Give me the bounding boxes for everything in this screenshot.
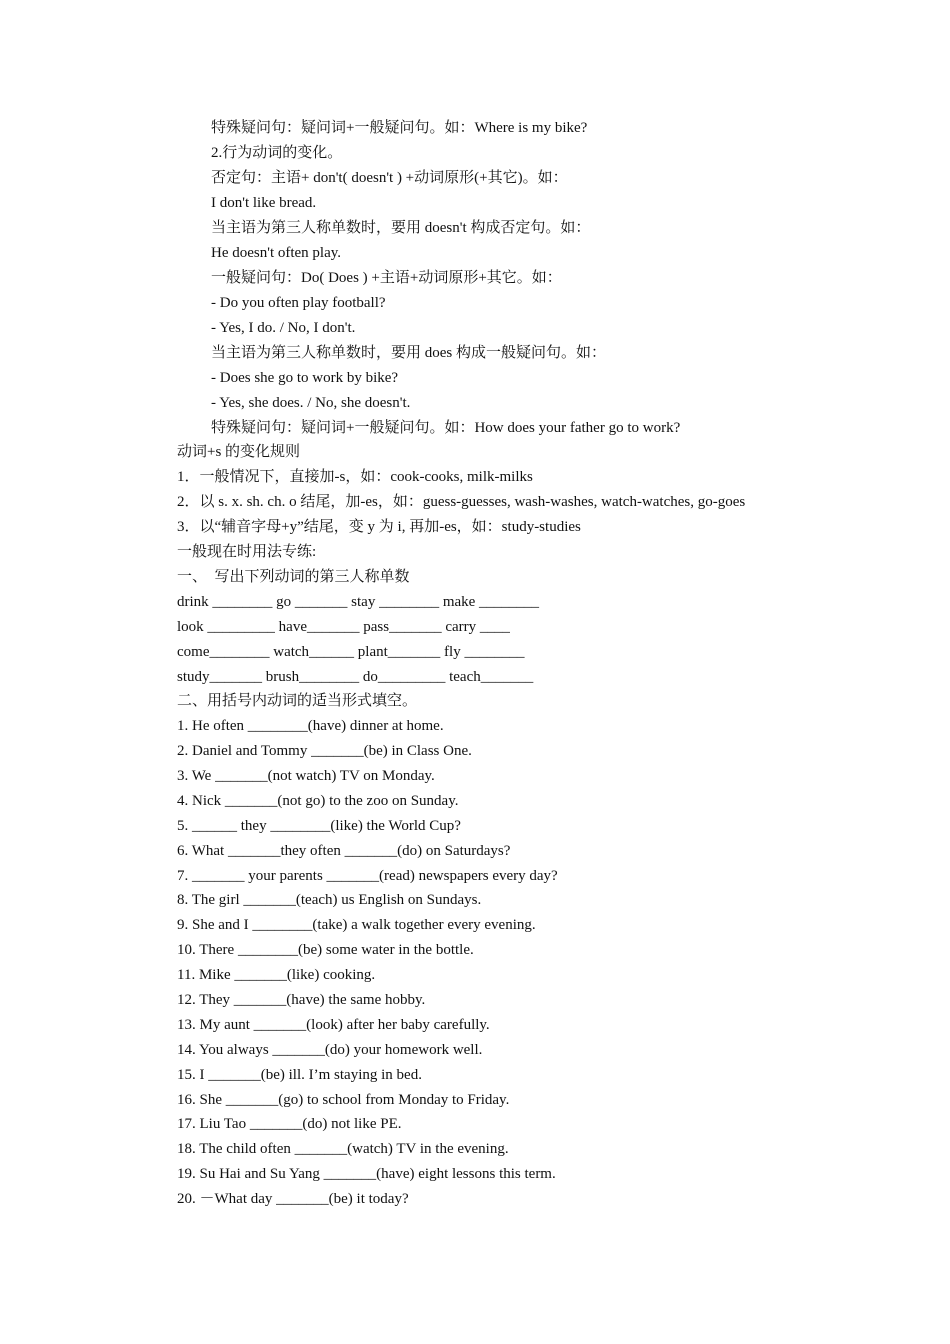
note-line: 当主语为第三人称单数时，要用 does 构成一般疑问句。如： — [211, 345, 606, 361]
exercise-item: 20. －What day _______(be) it today? — [177, 1191, 409, 1207]
exercise-item: 13. My aunt _______(look) after her baby carefully. — [177, 1017, 490, 1033]
note-line: 否定句：主语+ don't( doesn't ) +动词原形(+其它)。如： — [211, 170, 568, 186]
exercise-item: 4. Nick _______(not go) to the zoo on Sunday. — [177, 793, 459, 809]
exercise-item: 17. Liu Tao _______(do) not like PE. — [177, 1116, 402, 1132]
rules-title: 动词+s 的变化规则 — [177, 444, 301, 460]
exercise-item: 16. She _______(go) to school from Monday to Friday. — [177, 1092, 510, 1108]
rule-line: 2．以 s. x. sh. ch. o 结尾，加-es，如：guess-guesses, wash-washes, watch-watches, go-goes — [177, 494, 746, 510]
exercise-item: 9. She and I ________(take) a walk together every evening. — [177, 917, 536, 933]
exercise-item: 19. Su Hai and Su Yang _______(have) eight lessons this term. — [177, 1166, 556, 1182]
exercise-item: 8. The girl _______(teach) us English on Sundays. — [177, 892, 482, 908]
note-line: 一般疑问句：Do( Does ) +主语+动词原形+其它。如： — [211, 270, 562, 286]
note-line: 特殊疑问句：疑问词+一般疑问句。如：Where is my bike? — [211, 120, 588, 136]
exercise-item: 3. We _______(not watch) TV on Monday. — [177, 768, 435, 784]
note-line: - Does she go to work by bike? — [211, 370, 399, 386]
exercise-item: 12. They _______(have) the same hobby. — [177, 992, 426, 1008]
exercise-row: study_______ brush________ do_________ teach_______ — [177, 669, 534, 685]
exercise-item: 7. _______ your parents _______(read) newspapers every day? — [177, 868, 558, 884]
note-line: - Do you often play football? — [211, 295, 386, 311]
exercise-item: 2. Daniel and Tommy _______(be) in Class One. — [177, 743, 472, 759]
section2-title: 二、用括号内动词的适当形式填空。 — [177, 693, 418, 709]
note-line: 特殊疑问句：疑问词+一般疑问句。如：How does your father go to work? — [211, 420, 681, 436]
note-line: He doesn't often play. — [211, 245, 342, 261]
exercise-item: 10. There ________(be) some water in the bottle. — [177, 942, 474, 958]
exercise-row: drink ________ go _______ stay ________ make ________ — [177, 594, 540, 610]
note-line: 当主语为第三人称单数时，要用 doesn't 构成否定句。如： — [211, 220, 591, 236]
rule-line: 3．以“辅音字母+y”结尾，变 y 为 i, 再加-es，如：study-studies — [177, 519, 581, 535]
exercise-item: 11. Mike _______(like) cooking. — [177, 967, 376, 983]
practice-title: 一般现在时用法专练: — [177, 544, 317, 560]
section1-title: 一、 写出下列动词的第三人称单数 — [177, 569, 410, 585]
note-line: I don't like bread. — [211, 195, 317, 211]
exercise-row: come________ watch______ plant_______ fly ________ — [177, 644, 525, 660]
note-line: - Yes, she does. / No, she doesn't. — [211, 395, 411, 411]
note-line: - Yes, I do. / No, I don't. — [211, 320, 356, 336]
exercise-item: 18. The child often _______(watch) TV in the evening. — [177, 1141, 509, 1157]
exercise-row: look _________ have_______ pass_______ carry ____ — [177, 619, 510, 635]
exercise-item: 5. ______ they ________(like) the World Cup? — [177, 818, 461, 834]
note-line: 2.行为动词的变化。 — [211, 145, 343, 161]
rule-line: 1．一般情况下，直接加-s，如：cook-cooks, milk-milks — [177, 469, 533, 485]
exercise-item: 14. You always _______(do) your homework well. — [177, 1042, 483, 1058]
exercise-item: 6. What _______they often _______(do) on Saturdays? — [177, 843, 511, 859]
exercise-item: 1. He often ________(have) dinner at home. — [177, 718, 444, 734]
exercise-item: 15. I _______(be) ill. I’m staying in bed. — [177, 1067, 422, 1083]
